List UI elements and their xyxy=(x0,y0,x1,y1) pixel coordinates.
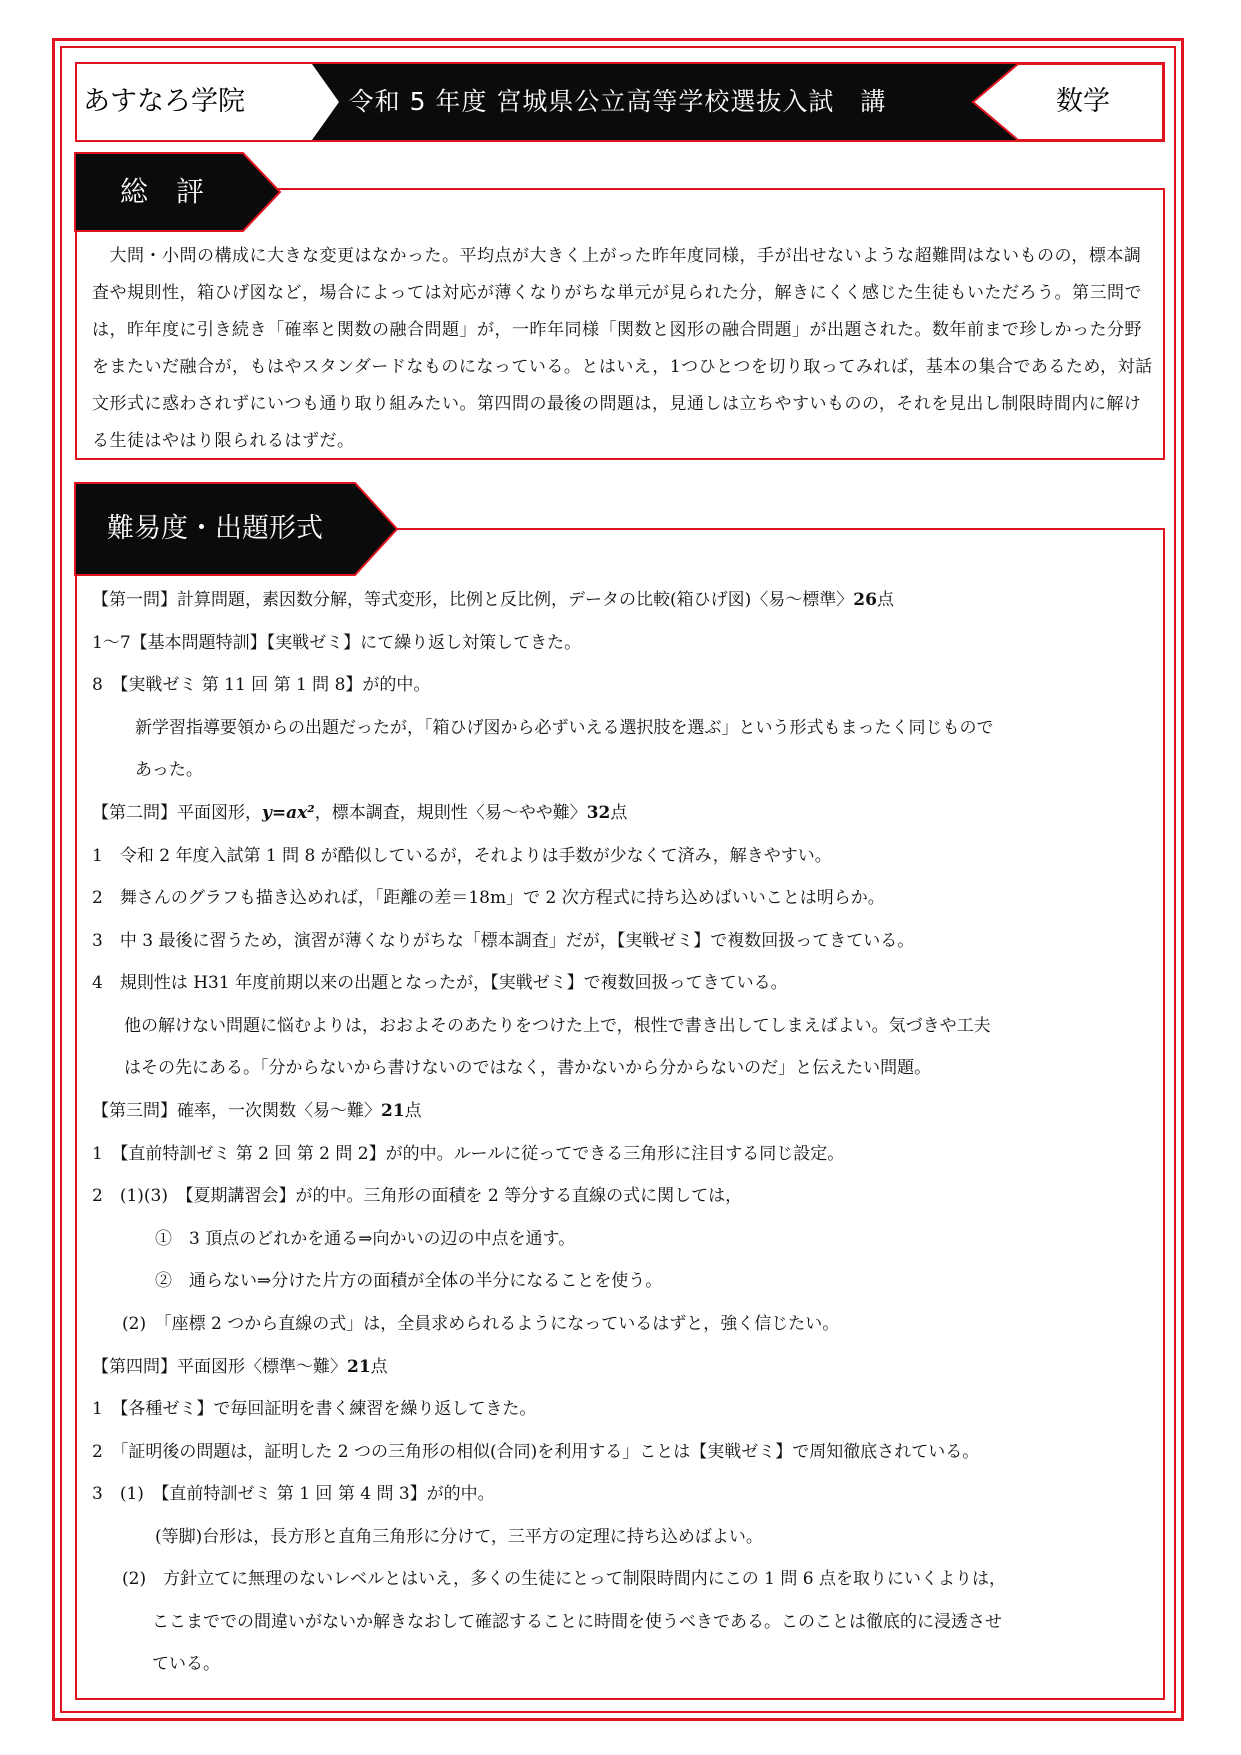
q3-line-2: 2 (1)(3) 【夏期講習会】が的中。三角形の面積を 2 等分する直線の式に関しては， xyxy=(92,1186,743,1206)
header-title: 令和 5 年度 宮城県公立高等学校選抜入試 講評 xyxy=(348,87,887,192)
q1-heading: 【第一問】計算問題，素因数分解，等式変形，比例と反比例，データの比較(箱ひげ図)〈易～標準〉26点 xyxy=(92,590,894,610)
q4-line-3-sub-2-cont: ここまででの間違いがないか解きなおして確認することに時間を使うべきである。このことは徹底的に浸透させ xyxy=(152,1612,1002,1632)
summary-heading: 総 評 xyxy=(120,175,205,208)
q2-line-2: 2 舞さんのグラフも描き込めれば，「距離の差＝18m」で 2 次方程式に持ち込めばいいことは明らか。 xyxy=(92,888,885,908)
q4-heading: 【第四問】平面図形〈標準～難〉21点 xyxy=(92,1357,388,1377)
school-label-box xyxy=(77,64,352,140)
q4-line-2: 2 「証明後の問題は，証明した 2 つの三角形の相似(合同)を利用する」ことは【実戦ゼミ】で周知徹底されている。 xyxy=(92,1442,980,1462)
q1-line-8: 8 【実戦ゼミ 第 11 回 第 1 問 8】が的中。 xyxy=(92,675,431,695)
difficulty-heading: 難易度・出題形式 xyxy=(107,513,323,544)
q3-line-1: 1 【直前特訓ゼミ 第 2 回 第 2 問 2】が的中。ルールに従ってできる三角形に注目する同じ設定。 xyxy=(92,1144,845,1164)
q2-line-3: 3 中 3 最後に習うため，演習が薄くなりがちな「標本調査」だが，【実戦ゼミ】で複数回扱ってきている。 xyxy=(92,931,915,951)
q2-line-4: 4 規則性は H31 年度前期以来の出題となったが，【実戦ゼミ】で複数回扱ってきている。 xyxy=(92,973,788,993)
q2-line-4-note: 他の解けない問題に悩むよりは，おおよそのあたりをつけた上で，根性で書き出してしまえばよい。気づきや工夫 xyxy=(124,1016,991,1036)
q1-line-8-note: 新学習指導要領からの出題だったが，「箱ひげ図から必ずいえる選択肢を選ぶ」という形式もまったく同じもので xyxy=(135,718,994,738)
q3-line-2-point-2: ② 通らない⇒分けた片方の面積が全体の半分になることを使う。 xyxy=(155,1271,663,1291)
difficulty-tag xyxy=(75,483,405,575)
subject-name: 数学 xyxy=(1056,86,1110,117)
q4-line-1: 1 【各種ゼミ】で毎回証明を書く練習を繰り返してきた。 xyxy=(92,1399,537,1419)
school-name: あすなろ学院 xyxy=(83,86,245,117)
subject-label-box xyxy=(963,64,1163,140)
q2-line-1: 1 令和 2 年度入試第 1 問 8 が酷似しているが，それよりは手数が少なくて済み，解きやすい。 xyxy=(92,846,832,866)
q4-line-3-note: (等脚)台形は，長方形と直角三角形に分けて，三平方の定理に持ち込めばよい。 xyxy=(155,1527,763,1547)
q4-line-3: 3 (1) 【直前特訓ゼミ 第 1 回 第 4 問 3】が的中。 xyxy=(92,1484,495,1504)
q3-line-2-point-1: ① 3 頂点のどれかを通る⇒向かいの辺の中点を通す。 xyxy=(155,1229,576,1249)
q1-line-1-7: 1～7【基本問題特訓】【実戦ゼミ】にて繰り返し対策してきた。 xyxy=(92,633,582,653)
summary-tag xyxy=(75,153,285,231)
q3-heading: 【第三問】確率，一次関数〈易～難〉21点 xyxy=(92,1101,422,1121)
summary-text: 大問・小問の構成に大きな変更はなかった。平均点が大きく上がった昨年度同様，手が出せないような超難問はないものの，標本調査や規則性，箱ひげ図など，場合によっては対応が薄くなりがちな単元が見られた分，解きにくく感じた生徒もいただろう。第三問では，昨年度に引き続き「確率と関数の融合問題」が，一昨年同様「関数と図形の融合問題」が出題された。数年前まで珍しかった分野をまたいだ融合が，もはやスタンダードなものになっている。とはいえ，1つひとつを切り取ってみれば，基本の集合であるため，対話文形式に惑わされずにいつも通り取り組みたい。第四問の最後の問題は，見通しは立ちやすいものの，それを見出し制限時間内に解ける生徒はやはり限られるはずだ。 xyxy=(92,246,1153,451)
q2-heading: 【第二問】平面図形，y=ax²，標本調査，規則性〈易～やや難〉32点 xyxy=(92,803,628,823)
q1-line-8-note-cont: あった。 xyxy=(135,760,203,780)
q4-line-3-sub-2: (2) 方針立てに無理のないレベルとはいえ，多くの生徒にとって制限時間内にこの 1 問 6 点を取りにいくよりは， xyxy=(122,1569,1007,1589)
q3-line-2-sub-2: (2) 「座標 2 つから直線の式」は，全員求められるようになっているはずと，強く信じたい。 xyxy=(122,1314,840,1334)
q2-line-4-note-cont: はその先にある。「分からないから書けないのではなく，書かないから分からないのだ」と伝えたい問題。 xyxy=(124,1058,932,1078)
q4-line-3-sub-2-end: ている。 xyxy=(152,1654,220,1674)
